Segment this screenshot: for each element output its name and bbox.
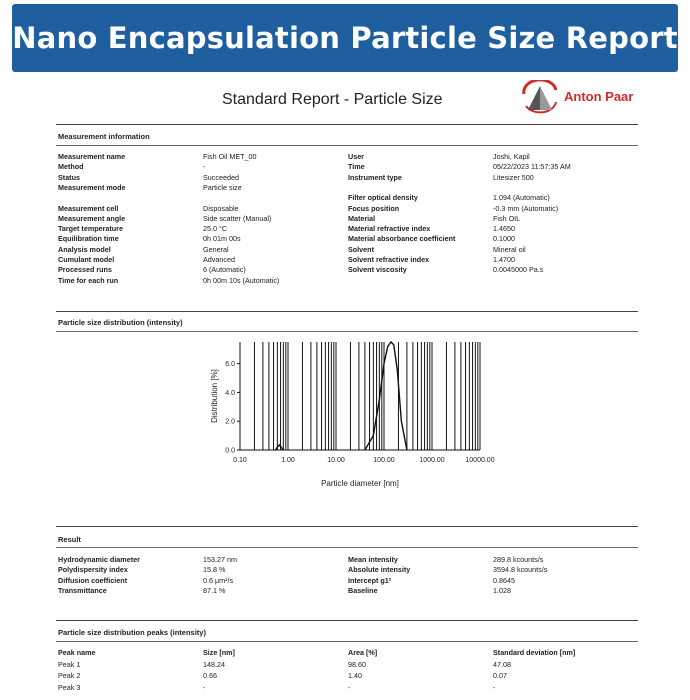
data-point <box>277 447 278 448</box>
field-label: Solvent viscosity <box>348 265 407 275</box>
field-label: Analysis model <box>58 244 111 254</box>
field-value: 05/22/2023 11:57:35 AM <box>493 162 571 172</box>
result-section-title: Result <box>58 535 81 544</box>
field-value: 0h 01m 00s <box>203 234 241 244</box>
field-label: Instrument type <box>348 172 402 182</box>
field-value: 0.1000 <box>493 234 515 244</box>
table-row-label: Peak 2 <box>58 671 81 680</box>
section-divider <box>56 311 638 312</box>
field-label: Processed runs <box>58 265 112 275</box>
data-point <box>364 449 365 450</box>
field-label: Material absorbance coefficient <box>348 234 456 244</box>
field-value: Side scatter (Manual) <box>203 213 272 223</box>
section-divider <box>56 331 638 332</box>
y-tick-label: 0.0 <box>225 447 235 455</box>
data-point <box>379 399 380 400</box>
field-label: Transmittance <box>58 585 107 595</box>
field-label: Time for each run <box>58 275 119 285</box>
table-cell: 0.07 <box>493 671 507 680</box>
table-header: Area [%] <box>348 648 378 657</box>
table-cell: 0.66 <box>203 671 217 680</box>
field-label: Measurement mode <box>58 182 126 192</box>
field-label: Measurement angle <box>58 213 126 223</box>
measurement-section-title: Measurement information <box>58 132 150 141</box>
field-value: Advanced <box>203 255 235 264</box>
field-label: Diffusion coefficient <box>58 575 128 585</box>
field-value: 0.6 μm²/s <box>203 575 234 585</box>
field-value: - <box>203 162 206 172</box>
field-value: 0.0045000 Pa.s <box>493 265 544 275</box>
field-label: Equilibration time <box>58 234 119 244</box>
data-point <box>275 449 276 450</box>
field-value: 153.27 nm <box>203 555 237 564</box>
y-tick-label: 6.0 <box>225 361 235 369</box>
field-label: Solvent <box>348 244 374 254</box>
section-divider <box>56 620 638 621</box>
y-axis-label: Distribution [%] <box>210 369 219 423</box>
section-divider <box>56 526 638 527</box>
report-banner <box>12 4 678 72</box>
x-tick-label: 10.00 <box>327 457 345 464</box>
field-label: User <box>348 152 364 161</box>
logo-text: Anton Paar <box>564 89 634 104</box>
data-point <box>281 447 282 448</box>
x-tick-label: 1.00 <box>281 457 295 464</box>
table-cell: 1.40 <box>348 671 362 680</box>
field-value: 1.4650 <box>493 224 515 234</box>
field-label: Status <box>58 172 80 182</box>
field-label: Time <box>348 162 365 172</box>
data-point <box>373 435 374 436</box>
field-value: Succeeded <box>203 172 239 182</box>
anton-paar-logo <box>518 80 648 116</box>
data-point <box>393 344 394 345</box>
distribution-curve <box>276 342 407 450</box>
field-label: Baseline <box>348 585 378 595</box>
x-tick-label: 10000.00 <box>465 457 495 464</box>
field-label: Intercept g1² <box>348 575 392 585</box>
x-axis-label: Particle diameter [nm] <box>321 479 399 488</box>
field-value: Disposable <box>203 203 239 213</box>
section-divider <box>56 641 638 642</box>
field-value: 0h 00m 10s (Automatic) <box>203 275 280 285</box>
table-cell: 98.60 <box>348 659 366 669</box>
field-value: General <box>203 244 229 254</box>
field-label: Absolute intensity <box>348 565 411 575</box>
field-value: 6 (Automatic) <box>203 265 246 275</box>
banner-title: Nano Encapsulation Particle Size Report <box>12 21 678 55</box>
field-label: Solvent refractive index <box>348 255 430 264</box>
field-value: 15.8 % <box>203 565 226 575</box>
field-value: -0.3 mm (Automatic) <box>493 203 559 213</box>
table-cell: - <box>203 682 206 692</box>
field-label: Polydispersity index <box>58 565 128 575</box>
data-point <box>279 444 280 445</box>
field-label: Material refractive index <box>348 224 431 234</box>
field-label: Measurement name <box>58 152 126 161</box>
table-cell: - <box>493 682 496 692</box>
field-value: Mineral oil <box>493 244 526 254</box>
field-value: 87.1 % <box>203 585 226 595</box>
field-label: Filter optical density <box>348 193 418 203</box>
data-point <box>283 449 284 450</box>
field-value: Joshi, Kapil <box>493 152 530 161</box>
table-header: Size [nm] <box>203 648 235 657</box>
distribution-chart <box>200 336 500 496</box>
data-point <box>401 421 402 422</box>
field-label: Cumulant model <box>58 255 115 264</box>
field-label: Material <box>348 213 376 223</box>
table-header: Standard deviation [nm] <box>493 648 576 657</box>
field-label: Focus position <box>348 203 400 213</box>
peaks-section-title: Particle size distribution peaks (intensity) <box>58 628 206 637</box>
field-value: 1.028 <box>493 585 511 595</box>
field-value: Litesizer 500 <box>493 172 534 182</box>
field-value: 1.4700 <box>493 255 515 264</box>
field-value: 3594.8 kcounts/s <box>493 565 548 575</box>
field-label: Target temperature <box>58 224 123 234</box>
x-tick-label: 0.10 <box>233 457 247 464</box>
distribution-section-title: Particle size distribution (intensity) <box>58 318 183 327</box>
field-label: Method <box>58 162 84 172</box>
field-value: 1.094 (Automatic) <box>493 193 550 203</box>
table-row-label: Peak 3 <box>58 682 81 692</box>
field-value: Fish Oil MET_00 <box>203 152 257 161</box>
field-value: 25.0 °C <box>203 224 228 234</box>
field-label: Mean intensity <box>348 555 398 564</box>
data-point <box>383 363 384 364</box>
data-point <box>387 346 388 347</box>
field-label: Measurement cell <box>58 203 119 213</box>
report-title: Standard Report - Particle Size <box>222 91 443 108</box>
y-tick-label: 4.0 <box>225 389 235 397</box>
table-cell: - <box>348 682 351 692</box>
section-divider <box>56 547 638 548</box>
field-label: Hydrodynamic diameter <box>58 555 140 564</box>
field-value: Particle size <box>203 182 242 192</box>
table-cell: 47.08 <box>493 659 511 669</box>
data-point <box>390 341 391 342</box>
logo-emblem-icon <box>518 80 562 116</box>
data-point <box>406 449 407 450</box>
table-cell: 148.24 <box>203 659 225 669</box>
data-point <box>397 370 398 371</box>
y-tick-label: 2.0 <box>225 418 235 426</box>
table-header: Peak name <box>58 648 96 657</box>
field-value: 0.8645 <box>493 575 515 585</box>
section-divider <box>56 124 638 125</box>
table-row-label: Peak 1 <box>58 659 81 669</box>
field-value: Fish OIL <box>493 213 521 223</box>
x-tick-label: 1000.00 <box>419 457 445 464</box>
x-tick-label: 100.00 <box>373 457 395 464</box>
field-value: 289.8 kcounts/s <box>493 555 544 564</box>
section-divider <box>56 145 638 146</box>
